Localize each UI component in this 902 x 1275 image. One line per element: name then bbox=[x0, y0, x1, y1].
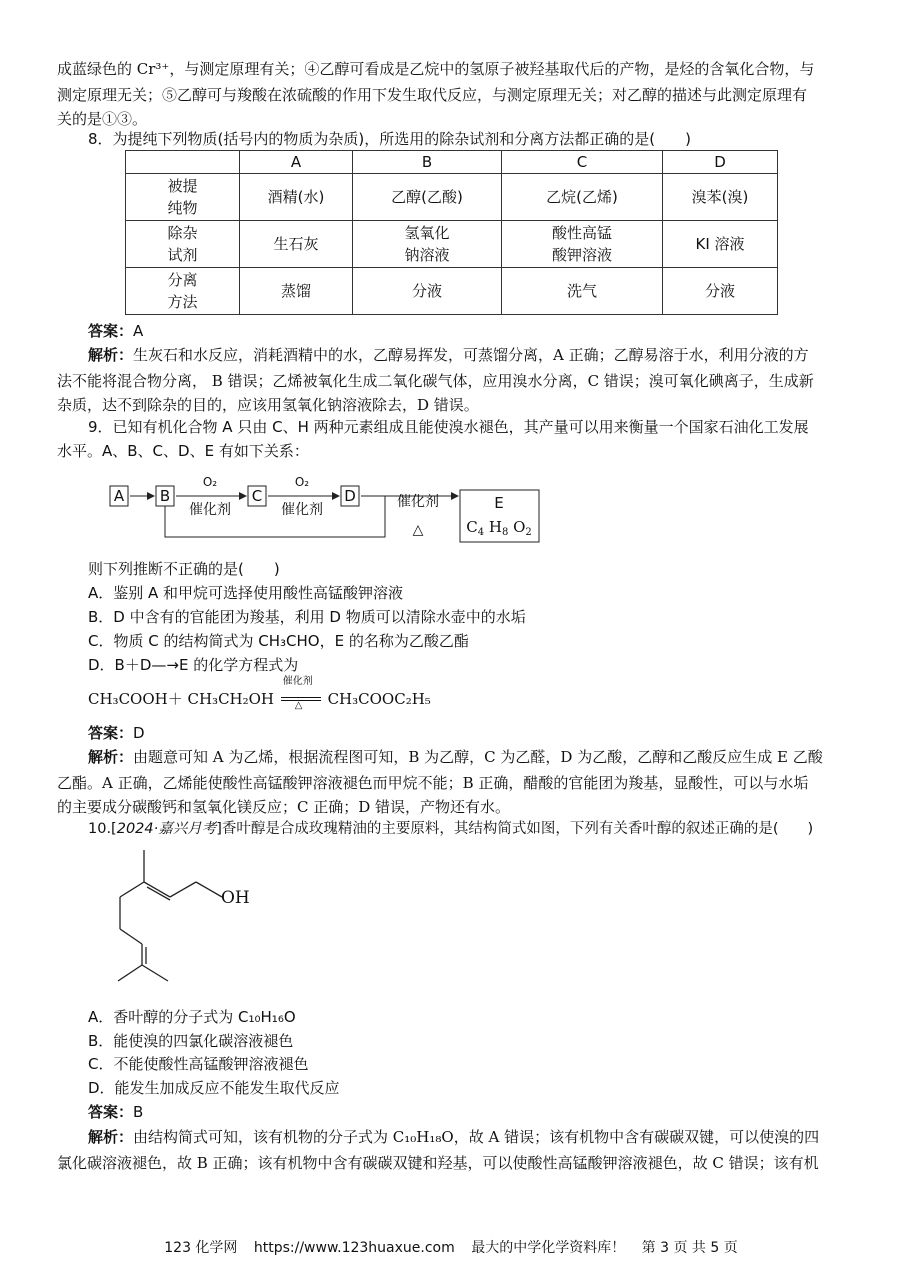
node-B: B bbox=[159, 487, 171, 505]
table-header-cell: C bbox=[502, 151, 663, 174]
table-cell: 酸性高锰 酸钾溶液 bbox=[502, 221, 663, 268]
table-cell: 乙烷(乙烯) bbox=[502, 174, 663, 221]
table-header-cell bbox=[126, 151, 240, 174]
answer-line: 答案：B bbox=[88, 1103, 144, 1121]
label-o2: O₂ bbox=[294, 475, 310, 489]
table-cell: 洗气 bbox=[502, 268, 663, 315]
equation-condition: 催化剂 △ bbox=[279, 688, 323, 710]
oh-label: OH bbox=[221, 888, 250, 908]
chemical-equation bbox=[88, 676, 850, 711]
analysis-line: 氯化碳溶液褪色，故 B 正确；该有机物中含有碳碳双键和羟基，可以使酸性高锰酸钾溶液褪色，故 C 错误；该有机 bbox=[57, 1154, 819, 1172]
question-8-table bbox=[125, 150, 778, 315]
table-row bbox=[126, 174, 778, 221]
table-cell: 生石灰 bbox=[240, 221, 353, 268]
row-label: 除杂 试剂 bbox=[126, 221, 240, 268]
table-cell: KI 溶液 bbox=[663, 221, 778, 268]
question-9-stem: 水平。A、B、C、D、E 有如下关系： bbox=[57, 442, 309, 460]
option-C: C．物质 C 的结构简式为 CH₃CHO，E 的名称为乙酸乙酯 bbox=[88, 632, 469, 650]
text-line: 测定原理无关；⑤乙醇可与羧酸在浓硫酸的作用下发生取代反应，与测定原理无关；对乙醇的描述与此测定原理有 bbox=[57, 86, 808, 104]
table-row bbox=[126, 268, 778, 315]
label-catalyst: 催化剂 bbox=[397, 494, 439, 510]
table-header-cell: A bbox=[240, 151, 353, 174]
row-label: 被提 纯物 bbox=[126, 174, 240, 221]
analysis-line: 乙酯。A 正确，乙烯能使酸性高锰酸钾溶液褪色而甲烷不能；B 正确，醋酸的官能团为羧基，显酸性，可以与水垢 bbox=[57, 774, 809, 792]
label-heat: △ bbox=[412, 522, 424, 538]
table-header-cell: D bbox=[663, 151, 778, 174]
node-A: A bbox=[113, 487, 125, 505]
question-9-prompt: 则下列推断不正确的是( ) bbox=[88, 560, 280, 578]
page-footer bbox=[0, 1237, 902, 1257]
question-10-stem: 10.[2024·嘉兴月考]香叶醇是合成玫瑰精油的主要原料，其结构简式如图，下列有关香叶醇的叙述正确的是( ) bbox=[88, 821, 814, 837]
table-cell: 分液 bbox=[663, 268, 778, 315]
text-line: 成蓝绿色的 Cr³⁺，与测定原理有关；④乙醇可看成是乙烷中的氢原子被羟基取代后的产物，是烃的含氧化合物，与 bbox=[57, 60, 815, 78]
label-catalyst: 催化剂 bbox=[281, 502, 323, 518]
node-D: D bbox=[344, 487, 356, 505]
question-8-stem: 8．为提纯下列物质(括号内的物质为杂质)，所选用的除杂试剂和分离方法都正确的是( ) bbox=[88, 130, 691, 148]
option-D: D．能发生加成反应不能发生取代反应 bbox=[88, 1079, 340, 1097]
option-A: A．香叶醇的分子式为 C₁₀H₁₆O bbox=[88, 1008, 296, 1026]
node-E: E bbox=[494, 494, 504, 512]
reaction-flow-diagram bbox=[100, 470, 550, 550]
table-cell: 氢氧化 钠溶液 bbox=[353, 221, 502, 268]
question-9-stem: 9．已知有机化合物 A 只由 C、H 两种元素组成且能使溴水褪色，其产量可以用来衡量一个国家石油化工发展 bbox=[88, 418, 809, 436]
analysis-line: 解析：由结构简式可知，该有机物的分子式为 C₁₀H₁₈O，故 A 错误；该有机物中含有碳碳双键，可以使溴的四 bbox=[88, 1128, 820, 1146]
option-D: D．B＋D—→E 的化学方程式为 bbox=[88, 656, 299, 674]
label-o2: O₂ bbox=[202, 475, 218, 489]
option-B: B．能使溴的四氯化碳溶液褪色 bbox=[88, 1032, 294, 1050]
footer-page-number: 第 3 页 共 5 页 bbox=[641, 1240, 738, 1256]
footer-url[interactable]: https://www.123huaxue.com bbox=[253, 1240, 455, 1256]
table-cell: 乙醇(乙酸) bbox=[353, 174, 502, 221]
text-line: 关的是①③。 bbox=[57, 110, 148, 128]
table-cell: 分液 bbox=[353, 268, 502, 315]
table-row bbox=[126, 221, 778, 268]
footer-site: 123 化学网 bbox=[164, 1240, 238, 1256]
row-label: 分离 方法 bbox=[126, 268, 240, 315]
node-E-formula: $C_4$ $H_8$ $O_2$ bbox=[466, 518, 532, 538]
equation-right: CH₃COOC₂H₅ bbox=[327, 690, 431, 708]
answer-line: 答案：D bbox=[88, 724, 145, 742]
table-header-cell: B bbox=[353, 151, 502, 174]
label-catalyst: 催化剂 bbox=[189, 502, 231, 518]
answer-line: 答案：A bbox=[88, 322, 144, 340]
equation-left: CH₃COOH＋ CH₃CH₂OH bbox=[88, 690, 275, 708]
analysis-line: 法不能将混合物分离， B 错误；乙烯被氧化生成二氧化碳气体，应用溴水分离，C 错误；溴可氧化碘离子，生成新 bbox=[57, 372, 814, 390]
table-cell: 溴苯(溴) bbox=[663, 174, 778, 221]
geraniol-structure bbox=[110, 845, 280, 1000]
option-C: C．不能使酸性高锰酸钾溶液褪色 bbox=[88, 1055, 309, 1073]
node-C: C bbox=[251, 487, 263, 505]
option-B: B．D 中含有的官能团为羧基，利用 D 物质可以清除水壶中的水垢 bbox=[88, 608, 526, 626]
analysis-line: 解析：生灰石和水反应，消耗酒精中的水，乙醇易挥发，可蒸馏分离，A 正确；乙醇易溶于水，利用分液的方 bbox=[88, 346, 809, 364]
table-cell: 酒精(水) bbox=[240, 174, 353, 221]
analysis-line: 的主要成分碳酸钙和氢氧化镁反应；C 正确；D 错误，产物还有水。 bbox=[57, 798, 511, 816]
option-A: A．鉴别 A 和甲烷可选择使用酸性高锰酸钾溶液 bbox=[88, 584, 404, 602]
analysis-line: 解析：由题意可知 A 为乙烯，根据流程图可知，B 为乙醇，C 为乙醛，D 为乙酸，乙醇和乙酸反应生成 E 乙酸 bbox=[88, 748, 823, 766]
analysis-line: 杂质，达不到除杂的目的，应该用氢氧化钠溶液除去，D 错误。 bbox=[57, 396, 479, 414]
table-cell: 蒸馏 bbox=[240, 268, 353, 315]
footer-slogan: 最大的中学化学资料库！ bbox=[471, 1240, 626, 1256]
